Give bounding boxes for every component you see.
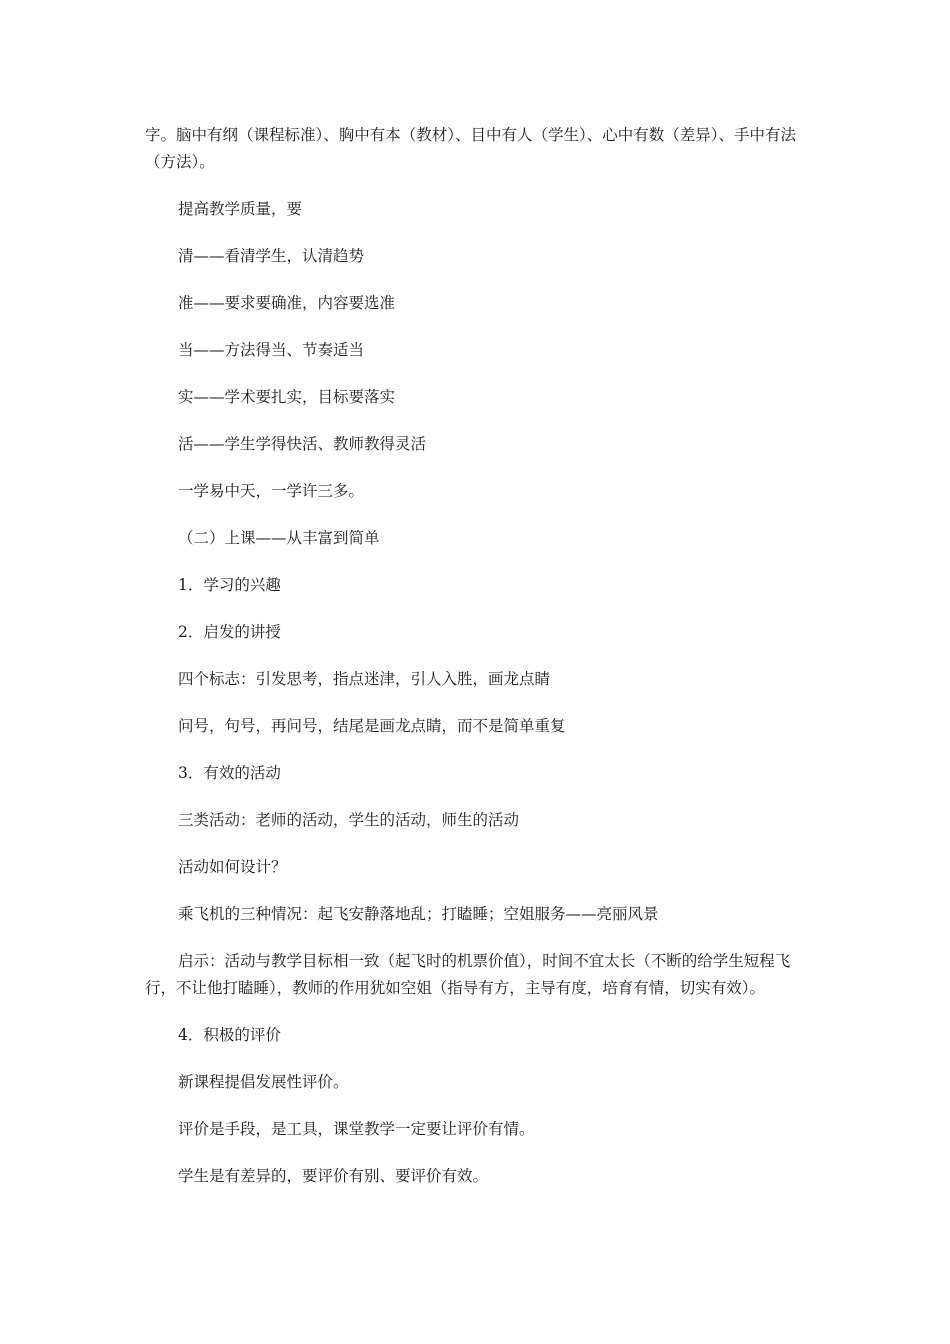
list-heading: 2．启发的讲授 bbox=[178, 623, 281, 641]
paragraph: 提高教学质量，要 bbox=[178, 200, 303, 218]
list-heading: 1．学习的兴趣 bbox=[178, 576, 281, 594]
paragraph: 准——要求要确准，内容要选准 bbox=[178, 294, 396, 312]
paragraph: 学生是有差异的，要评价有别、要评价有效。 bbox=[178, 1167, 489, 1185]
paragraph: 活动如何设计？ bbox=[178, 858, 287, 876]
paragraph: 一学易中天，一学许三多。 bbox=[178, 482, 365, 500]
section-heading: （二）上课——从丰富到简单 bbox=[178, 529, 380, 547]
paragraph: 评价是手段，是工具，课堂教学一定要让评价有情。 bbox=[178, 1120, 535, 1138]
paragraph: 新课程提倡发展性评价。 bbox=[178, 1073, 349, 1091]
list-heading: 3．有效的活动 bbox=[178, 764, 281, 782]
paragraph: 四个标志：引发思考，指点迷津，引人入胜，画龙点睛 bbox=[178, 670, 551, 688]
paragraph: 启示：活动与教学目标相一致（起飞时的机票价值），时间不宜太长（不断的给学生短程飞行，不让他打瞌睡），教师的作用犹如空姐（指导有方，主导有度，培育有情，切实有效）。 bbox=[145, 952, 791, 997]
paragraph: 问号，句号，再问号，结尾是画龙点睛，而不是简单重复 bbox=[178, 717, 566, 735]
paragraph: 三类活动：老师的活动，学生的活动，师生的活动 bbox=[178, 811, 520, 829]
paragraph: 当——方法得当、节奏适当 bbox=[178, 341, 365, 359]
paragraph: 乘飞机的三种情况：起飞安静落地乱；打瞌睡；空姐服务——亮丽风景 bbox=[178, 905, 659, 923]
document-body bbox=[145, 122, 815, 1190]
paragraph: 清——看清学生，认清趋势 bbox=[178, 247, 365, 265]
paragraph-continuation: 字。脑中有纲（课程标准）、胸中有本（教材）、目中有人（学生）、心中有数（差异）、手中有法（方法）。 bbox=[145, 126, 797, 171]
paragraph: 活——学生学得快活、教师教得灵活 bbox=[178, 435, 427, 453]
list-heading: 4．积极的评价 bbox=[178, 1026, 281, 1044]
paragraph: 实——学术要扎实，目标要落实 bbox=[178, 388, 396, 406]
